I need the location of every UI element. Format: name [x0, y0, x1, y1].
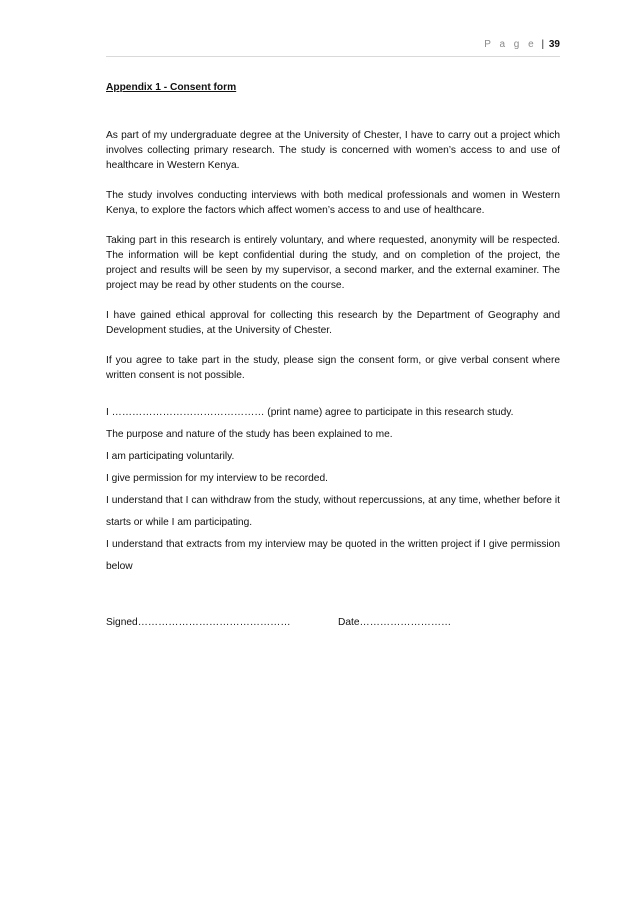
signed-line: Signed……………………………………… — [106, 617, 291, 628]
date-line: Date……………………… — [338, 617, 452, 628]
statement-withdraw: I understand that I can withdraw from the study, without repercussions, at any time, whether before it starts or while I am participating. — [106, 495, 560, 528]
statement-voluntary: I am participating voluntarily. — [106, 451, 235, 462]
statement-purpose-explained: The purpose and nature of the study has been explained to me. — [106, 429, 393, 440]
paragraph-ethical-approval: I have gained ethical approval for collecting this research by the Department of Geography and Development studies, at the University of Chester. — [106, 310, 560, 336]
statement-quotes: I understand that extracts from my interview may be quoted in the written project if I give permission below — [106, 539, 560, 572]
header-separator: | — [541, 39, 545, 50]
paragraph-confidentiality: Taking part in this research is entirely voluntary, and where requested, anonymity will be respected. The information will be kept confidential during the study, and on completion of the project, the project and results will be seen by my supervisor, a second marker, and the external examiner. The project may be read by other students on the course. — [106, 235, 560, 291]
page-header — [106, 38, 560, 57]
page-label: P a g e — [484, 39, 537, 50]
paragraph-intro: As part of my undergraduate degree at the University of Chester, I have to carry out a project which involves collecting primary research. The study is concerned with women’s access to and use of healthcare in Western Kenya. — [106, 130, 560, 171]
statement-print-name: I ……………………………………… (print name) agree to participate in this research study. — [106, 407, 514, 418]
document-body — [106, 80, 560, 578]
page-number: 39 — [548, 39, 560, 50]
paragraph-consent-instruction: If you agree to take part in the study, please sign the consent form, or give verbal consent where written consent is not possible. — [106, 355, 560, 381]
paragraph-study-description: The study involves conducting interviews with both medical professionals and women in Western Kenya, to explore the factors which affect women’s access to and use of healthcare. — [106, 190, 560, 216]
statement-recording-permission: I give permission for my interview to be recorded. — [106, 473, 328, 484]
appendix-title: Appendix 1 - Consent form — [106, 82, 237, 93]
